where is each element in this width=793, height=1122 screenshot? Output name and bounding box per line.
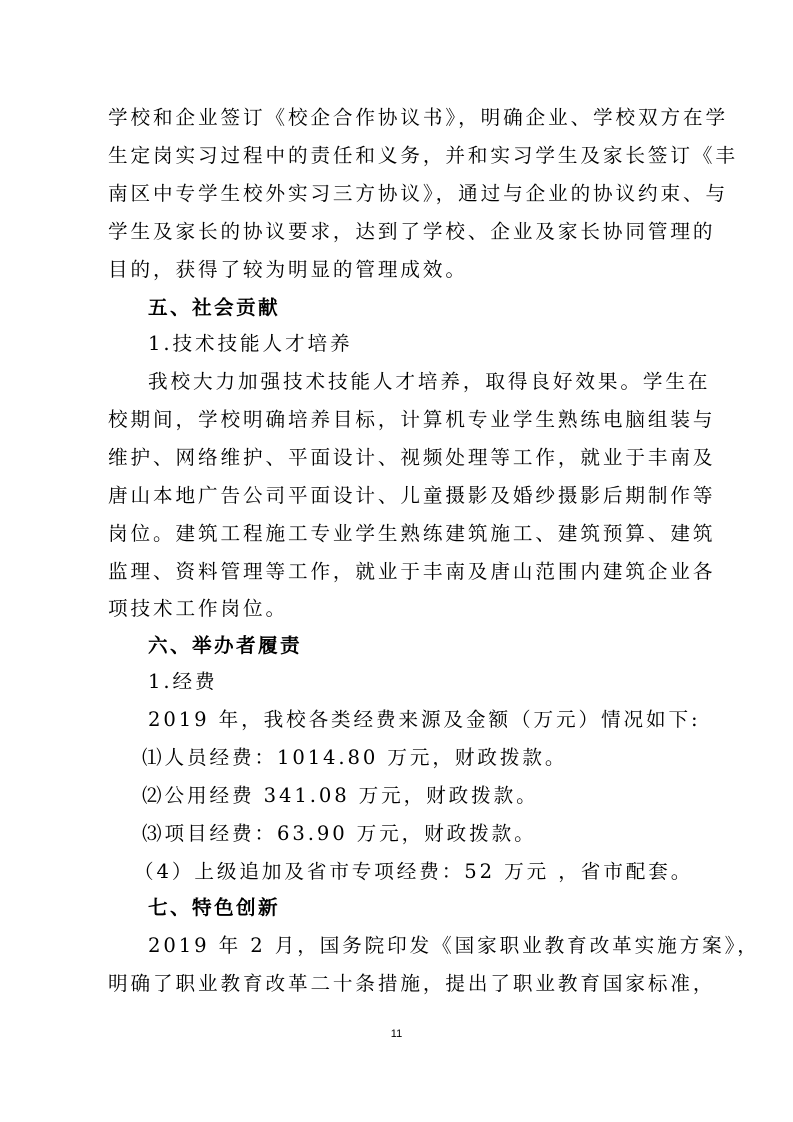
paragraph-line: 唐山本地广告公司平面设计、儿童摄影及婚纱摄影后期制作等 [108, 484, 716, 507]
paragraph-line: 维护、网络维护、平面设计、视频处理等工作，就业于丰南及 [108, 446, 716, 469]
list-item: ⑵公用经费 341.08 万元，财政拨款。 [142, 784, 539, 807]
section-heading: 六、举办者履责 [148, 634, 302, 657]
paragraph-line: 2019 年，我校各类经费来源及金额（万元）情况如下: [148, 708, 701, 731]
paragraph-line: 南区中专学生校外实习三方协议》，通过与企业的协议约束、与 [108, 182, 729, 205]
paragraph-line: 我校大力加强技术技能人才培养，取得良好效果。学生在 [148, 370, 711, 393]
section-heading: 七、特色创新 [148, 896, 280, 919]
paragraph-line: 生定岗实习过程中的责任和义务，并和实习学生及家长签订《丰 [108, 144, 738, 167]
paragraph-line: 校期间，学校明确培养目标，计算机专业学生熟练电脑组装与 [108, 408, 716, 431]
page-number: 11 [390, 1028, 403, 1040]
paragraph-line: 岗位。建筑工程施工专业学生熟练建筑施工、建筑预算、建筑 [108, 522, 716, 545]
paragraph-line: 2019 年 2 月，国务院印发《国家职业教育改革实施方案》， [148, 934, 760, 957]
paragraph-line: 明确了职业教育改革二十条措施，提出了职业教育国家标准， [108, 972, 716, 995]
paragraph-line: 监理、资料管理等工作，就业于丰南及唐山范围内建筑企业各 [108, 560, 716, 583]
paragraph-line: 项技术工作岗位。 [108, 597, 288, 620]
paragraph-line: 学生及家长的协议要求，达到了学校、企业及家长协同管理的 [108, 220, 716, 243]
paragraph-line: 学校和企业签订《校企合作协议书》，明确企业、学校双方在学 [108, 106, 729, 129]
subsection-heading: 1.技术技能人才培养 [148, 332, 353, 355]
list-item: ⑶项目经费：63.90 万元，财政拨款。 [142, 822, 537, 845]
list-item: ⑴人员经费：1014.80 万元，财政拨款。 [142, 746, 568, 769]
list-item: （4）上级追加及省市专项经费：52 万元 ，省市配套。 [134, 860, 694, 883]
paragraph-line: 目的，获得了较为明显的管理成效。 [108, 258, 468, 281]
subsection-heading: 1.经费 [148, 670, 218, 693]
section-heading: 五、社会贡献 [148, 296, 280, 319]
